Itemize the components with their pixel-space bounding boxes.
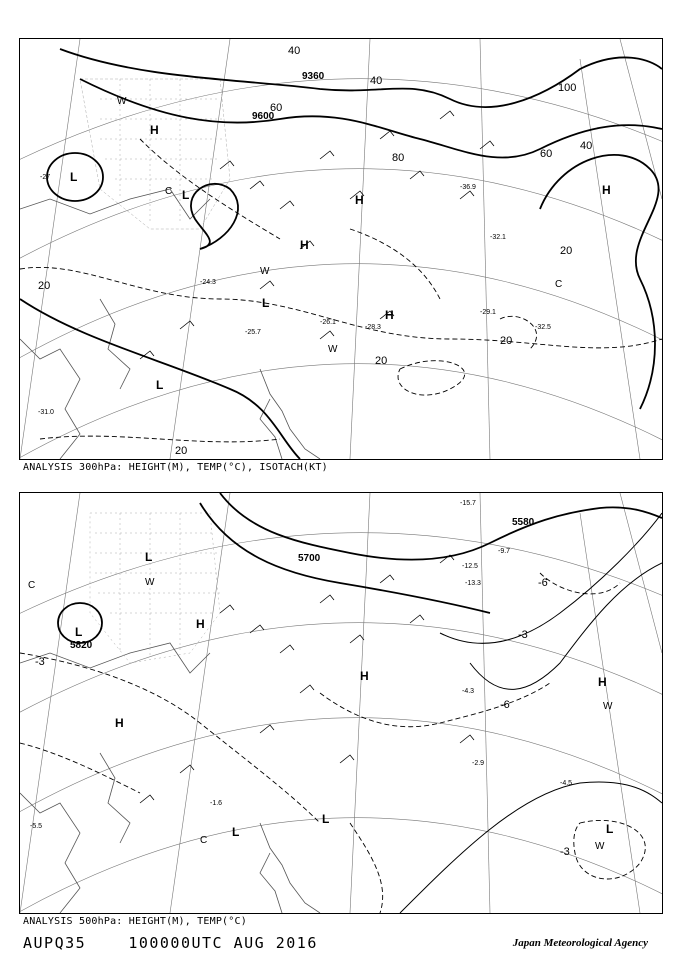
wind-region-label: W [603, 701, 613, 712]
temp-label: -5.5 [30, 823, 43, 830]
temp-label: -25.7 [245, 329, 261, 336]
low-center: L [75, 625, 83, 639]
temp-label: -28.3 [365, 324, 381, 331]
isotach-label: 20 [375, 355, 388, 367]
high-center: H [355, 193, 364, 207]
isotherm-contours [400, 513, 662, 913]
temp-label: -12.5 [462, 563, 478, 570]
temp-label: -2.9 [472, 760, 485, 767]
low-center: L [145, 550, 153, 564]
wind-region-label: W [145, 577, 155, 588]
temp-label: -4.3 [462, 688, 475, 695]
temp-label: -26.1 [320, 319, 336, 326]
high-center: H [150, 123, 159, 137]
isotherm-label: -6 [500, 699, 510, 711]
isotach-label: 60 [270, 102, 283, 114]
temp-label: -15.7 [460, 500, 476, 507]
caption-500hpa: ANALYSIS 500hPa: HEIGHT(M), TEMP(°C) [23, 916, 247, 927]
temp-label: -13.3 [465, 580, 481, 587]
isotach-label: 40 [580, 140, 593, 152]
hatched-region [90, 513, 220, 663]
isotach-label: 100 [558, 82, 577, 94]
map-500hpa [20, 493, 662, 913]
map-panel-300hpa [19, 38, 663, 460]
wind-region-label: W [117, 96, 127, 107]
wind-region-label: W [260, 266, 270, 277]
temp-label: -24.3 [200, 279, 216, 286]
low-center: L [182, 188, 190, 202]
isotach-label: 20 [500, 335, 513, 347]
wind-region-label: C [555, 279, 563, 290]
map-300hpa [20, 39, 662, 459]
height-label: 5580 [512, 517, 535, 528]
isotach-label: 40 [370, 75, 383, 87]
low-center: L [70, 170, 78, 184]
isotach-label: 20 [560, 245, 573, 257]
height-label: 5700 [298, 553, 321, 564]
map-panel-500hpa [19, 492, 663, 914]
temp-label: -31.0 [38, 409, 54, 416]
agency-name: Japan Meteorological Agency [512, 937, 648, 949]
isotach-contours [20, 139, 662, 442]
low-center: L [156, 378, 164, 392]
isotherm-label: -3 [560, 846, 570, 858]
isotach-label: 20 [38, 280, 51, 292]
height-contours [58, 493, 662, 643]
isotach-label: 80 [392, 152, 405, 164]
high-center: H [300, 238, 309, 252]
high-center: H [598, 675, 607, 689]
isotherm-label: -3 [518, 629, 528, 641]
temp-label: -4.5 [560, 780, 573, 787]
caption-300hpa: ANALYSIS 300hPa: HEIGHT(M), TEMP(°C), ISOTACH(KT) [23, 462, 328, 473]
low-center: L [262, 296, 270, 310]
temp-label: -29.1 [480, 309, 496, 316]
temp-dashed-contours [20, 573, 645, 913]
low-center: L [606, 822, 614, 836]
wind-barbs [140, 555, 474, 803]
high-center: H [360, 669, 369, 683]
wind-region-label: C [165, 186, 173, 197]
latitude-lines [20, 79, 662, 459]
high-center: H [196, 617, 205, 631]
temp-label: -36.9 [460, 184, 476, 191]
temp-label: -9.7 [498, 548, 511, 555]
isotach-label: 60 [540, 148, 553, 160]
chart-header [23, 934, 318, 952]
chart-id: AUPQ35 [23, 934, 87, 952]
high-center: H [385, 308, 394, 322]
coastlines [20, 643, 320, 913]
isotherm-label: -3 [35, 656, 45, 668]
temp-label: -32.1 [490, 234, 506, 241]
hatched-jet-region [80, 79, 230, 229]
wind-region-label: W [328, 344, 338, 355]
height-label: 5820 [70, 640, 93, 651]
wind-barbs [140, 111, 494, 359]
high-center: H [115, 716, 124, 730]
low-center: L [232, 825, 240, 839]
high-center: H [602, 183, 611, 197]
isotherm-label: -6 [538, 577, 548, 589]
wind-region-label: C [28, 580, 36, 591]
height-label: 9360 [302, 71, 325, 82]
low-center: L [322, 812, 330, 826]
height-label: 9600 [252, 111, 275, 122]
isotach-label: 40 [288, 45, 301, 57]
wind-region-label: W [595, 841, 605, 852]
isotach-label: 20 [175, 445, 188, 457]
temp-label: -27 [40, 174, 51, 181]
wind-region-label: C [200, 835, 208, 846]
temp-label: -1.6 [210, 800, 223, 807]
valid-time: 100000UTC AUG 2016 [128, 934, 318, 952]
temp-label: -32.5 [535, 324, 551, 331]
